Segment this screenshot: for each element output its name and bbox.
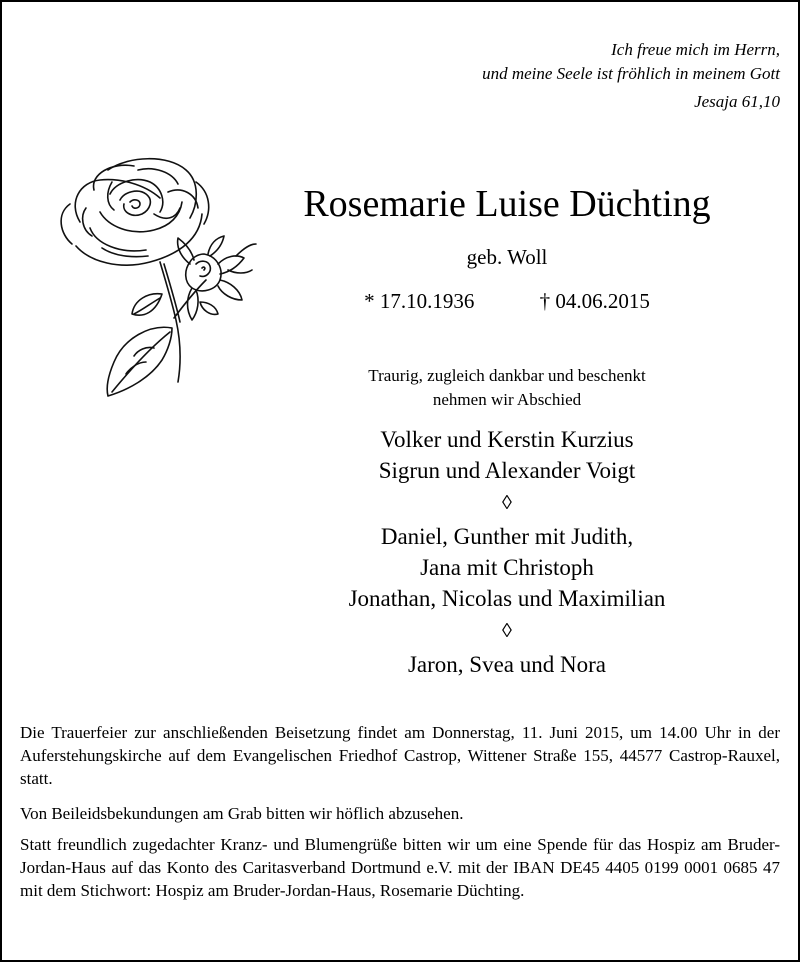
intro-line-1: Traurig, zugleich dankbar und beschenkt (368, 366, 646, 385)
deceased-name: Rosemarie Luise Düchting (303, 183, 711, 225)
family-line-3: Daniel, Gunther mit Judith, (380, 524, 634, 549)
family-line-5: Jonathan, Nicolas und Maximilian (348, 586, 666, 611)
life-dates (202, 289, 800, 314)
birth-date: * 17.10.1936 (364, 289, 475, 313)
family-line-2: Sigrun und Alexander Voigt (378, 458, 636, 483)
birth-name: geb. Woll (466, 245, 548, 269)
intro-line-2: nehmen wir Abschied (432, 390, 582, 409)
family-line-1: Volker und Kerstin Kurzius (380, 427, 634, 452)
quote-line-1: Ich freue mich im Herrn, (611, 40, 780, 59)
family-list (202, 424, 800, 680)
funeral-details: Die Trauerfeier zur anschließenden Beisetzung findet am Donnerstag, 11. Juni 2015, um 14.00 Uhr in der Auferstehungskirche auf dem Evangelischen Friedhof Castrop, Wittener Straße 155, 44577 Castrop-Rauxel, statt. (20, 723, 780, 788)
diamond-separator: ◊ (502, 492, 512, 514)
quote-line-2: und meine Seele ist fröhlich in meinem Gott (482, 64, 780, 83)
death-date: † 04.06.2015 (539, 289, 650, 313)
funeral-notices (20, 721, 780, 910)
condolence-note: Von Beileidsbekundungen am Grab bitten wir höflich abzusehen. (20, 804, 464, 823)
donation-note: Statt freundlich zugedachter Kranz- und Blumengrüße bitten wir um eine Spende für das Hospiz am Bruder-Jordan-Haus auf das Konto des Caritasverband Dortmund e.V. mit der IBAN DE45 4405 0199 0001 0685 47 mit dem Stichwort: Hospiz am Bruder-Jordan-Haus, Rosemarie Düchting. (20, 835, 780, 900)
diamond-separator: ◊ (502, 620, 512, 642)
quote-reference: Jesaja 61,10 (694, 92, 780, 111)
family-line-4: Jana mit Christoph (420, 555, 594, 580)
family-line-6: Jaron, Svea und Nora (407, 652, 606, 677)
farewell-intro (202, 364, 800, 412)
bible-quote (482, 38, 780, 114)
